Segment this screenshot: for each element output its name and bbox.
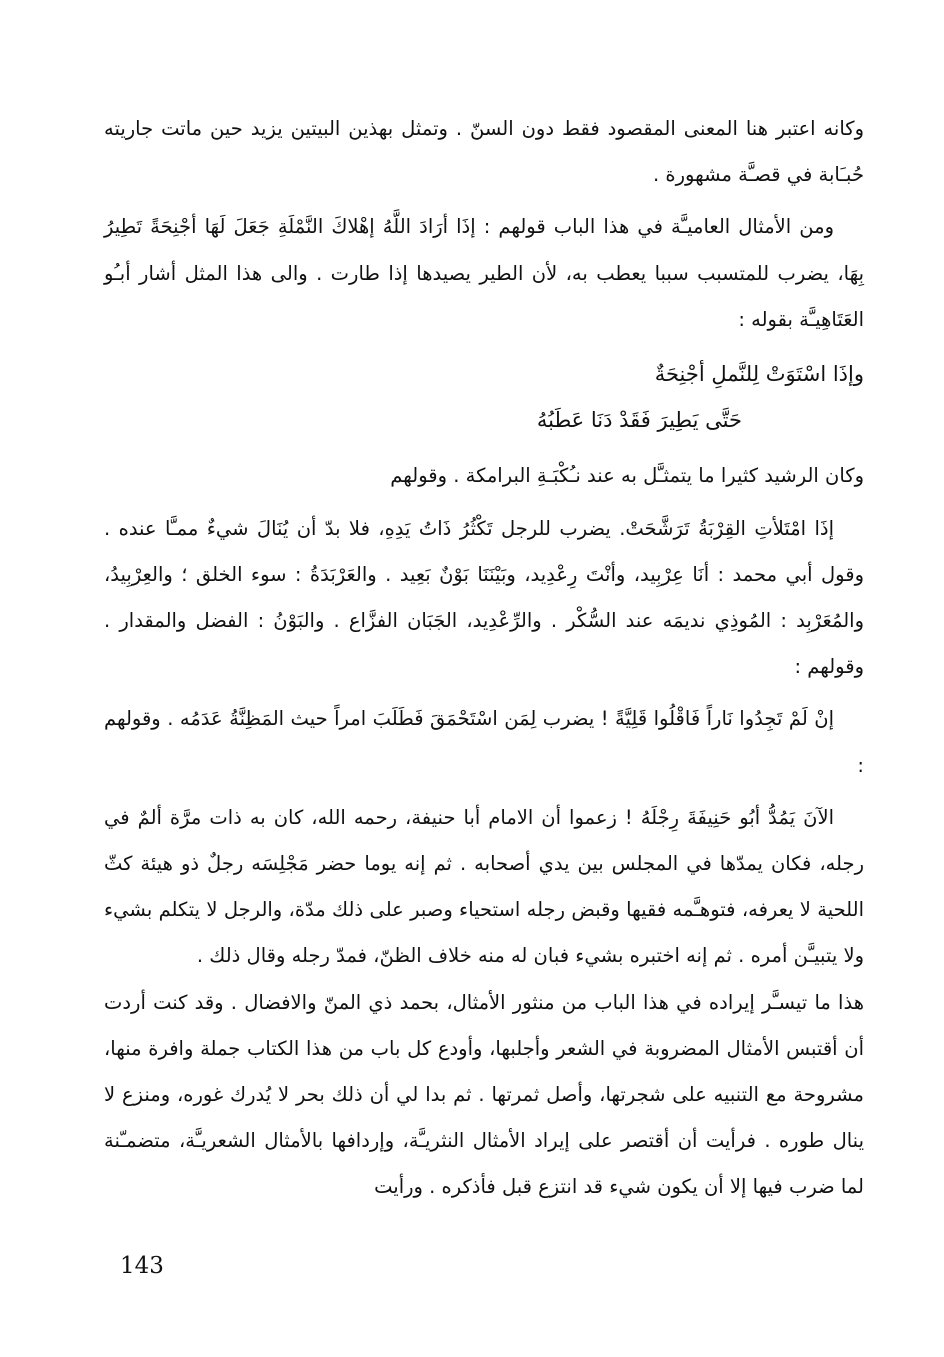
paragraph: ومن الأمثال العاميـَّة في هذا الباب قولهم : إذَا أرَادَ اللَّهُ إهْلاكَ النَّمْلَةِ جَعَلَ لَهَا أجْنِحَةً تَطِيرُ بِهَا، يضرب للمتسبب سببا يعطب به، لأن الطير يصيدها إذا طارت . والى هذا المثل أشار أبـُو العَتَاهِيـَّة بقوله : (104, 215, 864, 331)
page-number: 143 (120, 1253, 164, 1279)
body-text (104, 106, 864, 1211)
closing-paragraph: هذا ما تيسـَّر إيراده في هذا الباب من منثور الأمثال، بحمد ذي المنّ والافضال . وقد كنت أردت أن أقتبس الأمثال المضروبة في الشعر وأجلبها، وأودع كل باب من هذا الكتاب جملة وافرة منها، مشروحة مع التنبيه على شجرتها، وأصل ثمرتها . ثم بدا لي أن ذلك بحر لا يُدرك غوره، ومنزع لا ينال طوره . فرأيت أن أقتصر على إيراد الأمثال النثريـَّة، وإردافها بالأمثال الشعريـَّة، متضمـّنة لما ضرب فيها إلا أن يكون شيء قد انتزع قبل فأذكره . ورأيت (104, 990, 864, 1199)
paragraph: وكان الرشيد كثيرا ما يتمثـَّل به عند نـُكْبَـةِ البرامكة . وقولهم (390, 464, 864, 488)
proverb-paragraph: إنْ لَمْ تَجِدُوا نَاراً فَاقْلُوا قَلِيَّةً ! يضرب لِمَن اسْتَحْمَقَ فَطَلَبَ امراً حيث المَظِنَّةُ عَدَمُه . وقولهم : (104, 707, 864, 777)
verse-line-1 (104, 351, 864, 397)
proverb-paragraph: إذَا امْتَلأتِ القِرْبَةُ تَرَشَّحَتْ. يضرب للرجل تَكْثُرُ ذَاتُ يَدِهِ، فلا بدّ أن يُنَالَ شيءٌ ممـَّا عنده . وقول أبي محمد : أنَا عِرْبِيد، وأنْتَ رِعْدِيد، وبَيْنَنَا بَوْنٌ بَعِيد . والعَرْبَدَةُ : سوء الخلق ؛ والعِرْبِيدُ، والمُعَرْبِد : المُوذِي نديمَه عند السُّكْر . والرِّعْدِيد، الجَبَان الفزَّاع . والبَوْنُ : الفضل والمقدار . وقولهم : (104, 516, 864, 679)
proverb-paragraph: الآنَ يَمُدُّ أبُو حَنِيفَةَ رِجْلَهُ ! زعموا أن الامام أبا حنيفة، رحمه الله، كان به ذات مرَّة ألمٌ في رجله، فكان يمدّها في المجلس بين يدي أصحابه . ثم إنه يوما حضر مَجْلِسَه رجلٌ ذو هيئة كثّ اللحية لا يعرفه، فتوهـَّمه فقيها وقبض رجله استحياء وصبر على ذلك مدّة، والرجل لا يتكلم بشيء ولا يتبيـَّن أمره . ثم إنه اختبره بشيء فبان له منه خلاف الظنّ، فمدّ رجله وقال ذلك . (104, 805, 864, 968)
verse-hemistich-1: وإذَا اسْتَوَتْ لِلنَّملِ أجْنِحَةٌ (654, 362, 864, 387)
verse-line-2 (104, 397, 864, 443)
paragraph: وكانه اعتبر هنا المعنى المقصود فقط دون السنّ . وتمثل بهذين البيتين يزيد حين ماتت جاريته حُبـَابة في قصـَّة مشهورة . (104, 117, 864, 187)
verse-hemistich-2: حَتَّى يَطِيرَ فَقَدْ دَنَا عَطَبُهُ (536, 408, 742, 433)
